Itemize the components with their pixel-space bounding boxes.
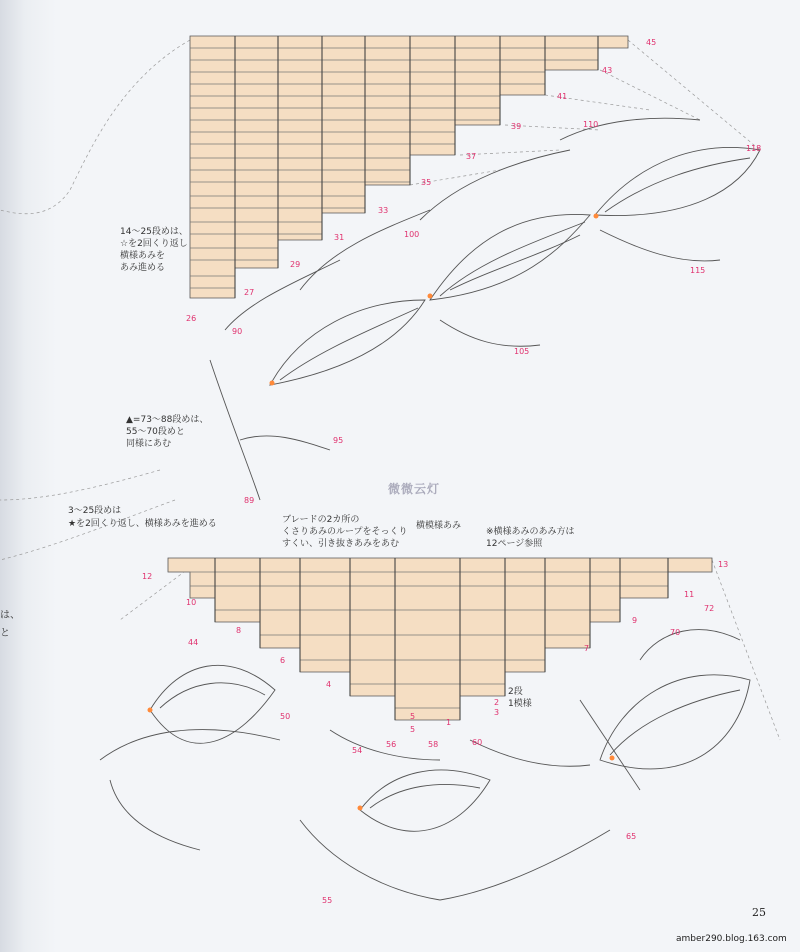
side-mark-1: は、: [0, 610, 20, 621]
row-label-top-33: 33: [378, 206, 389, 215]
side-mark-2: と: [0, 628, 10, 639]
row-label-top-115: 115: [690, 266, 706, 275]
row-label-bottom-2: 2: [494, 698, 500, 707]
watermark: 微微云灯: [388, 482, 441, 496]
note-bottom-left-1: 3〜25段めは: [68, 506, 122, 516]
row-label-bottom-58: 58: [428, 740, 439, 749]
row-label-top-26: 26: [186, 314, 197, 323]
row-label-top-89: 89: [244, 496, 255, 505]
note-top-left: 14〜25段めは、 ☆を2回くり返し 横様あみを あみ進める: [120, 227, 188, 273]
row-label-bottom-3: 3: [494, 708, 500, 717]
row-label-bottom-56: 56: [386, 740, 397, 749]
row-label-top-29: 29: [290, 260, 301, 269]
row-label-bottom-60: 60: [472, 738, 483, 747]
page-number: 25: [752, 906, 766, 919]
row-label-bottom-1: 1: [446, 718, 452, 727]
note-rows: 2段 1模様: [508, 687, 532, 709]
row-label-bottom-70: 70: [670, 628, 681, 637]
row-label-bottom-7: 7: [584, 644, 590, 653]
row-label-top-110: 110: [583, 120, 599, 129]
row-label-bottom-4: 4: [326, 680, 332, 689]
credit: amber290.blog.163.com: [676, 934, 787, 944]
note-braid: ブレードの2カ所の くさりあみのループをそっくり すくい、引き抜きあみをあむ: [282, 515, 408, 549]
row-label-bottom-55: 55: [322, 896, 333, 905]
top-panel: [190, 36, 628, 298]
row-label-bottom-54: 54: [352, 746, 363, 755]
row-label-top-35: 35: [421, 178, 432, 187]
note-ref: ※横様あみのあみ方は 12ページ参照: [486, 527, 575, 549]
row-label-top-41: 41: [557, 92, 568, 101]
row-label-bottom-10: 10: [186, 598, 197, 607]
row-label-bottom-12: 12: [142, 572, 153, 581]
row-label-bottom-72: 72: [704, 604, 715, 613]
row-label-bottom-6: 6: [280, 656, 286, 665]
row-label-top-37: 37: [466, 152, 477, 161]
row-label-top-105: 105: [514, 347, 530, 356]
note-mid-left: ▲=73〜88段めは、 55〜70段めと 同様にあむ: [126, 415, 209, 449]
row-label-bottom-5: 5: [410, 725, 416, 734]
row-label-bottom-9: 9: [632, 616, 638, 625]
row-label-bottom-11: 11: [684, 590, 695, 599]
accent-dots: [148, 214, 615, 811]
row-label-bottom-8: 8: [236, 626, 242, 635]
row-label-top-95: 95: [333, 436, 344, 445]
row-label-bottom-50: 50: [280, 712, 291, 721]
row-label-top-39: 39: [511, 122, 522, 131]
row-label-top-118: 118: [746, 144, 762, 153]
row-label-bottom-65: 65: [626, 832, 637, 841]
note-pattern: 横模様あみ: [416, 521, 462, 531]
row-label-top-27: 27: [244, 288, 255, 297]
row-label-bottom-5: 5: [410, 712, 416, 721]
bottom-panel: [168, 558, 715, 720]
row-label-top-31: 31: [334, 233, 345, 242]
row-label-top-100: 100: [404, 230, 420, 239]
row-label-top-90: 90: [232, 327, 243, 336]
note-bottom-left-2: ★を2回くり返し、横様あみを進める: [68, 519, 217, 529]
row-label-top-45: 45: [646, 38, 657, 47]
row-label-bottom-13: 13: [718, 560, 729, 569]
row-label-bottom-44: 44: [188, 638, 199, 647]
row-label-top-43: 43: [602, 66, 613, 75]
